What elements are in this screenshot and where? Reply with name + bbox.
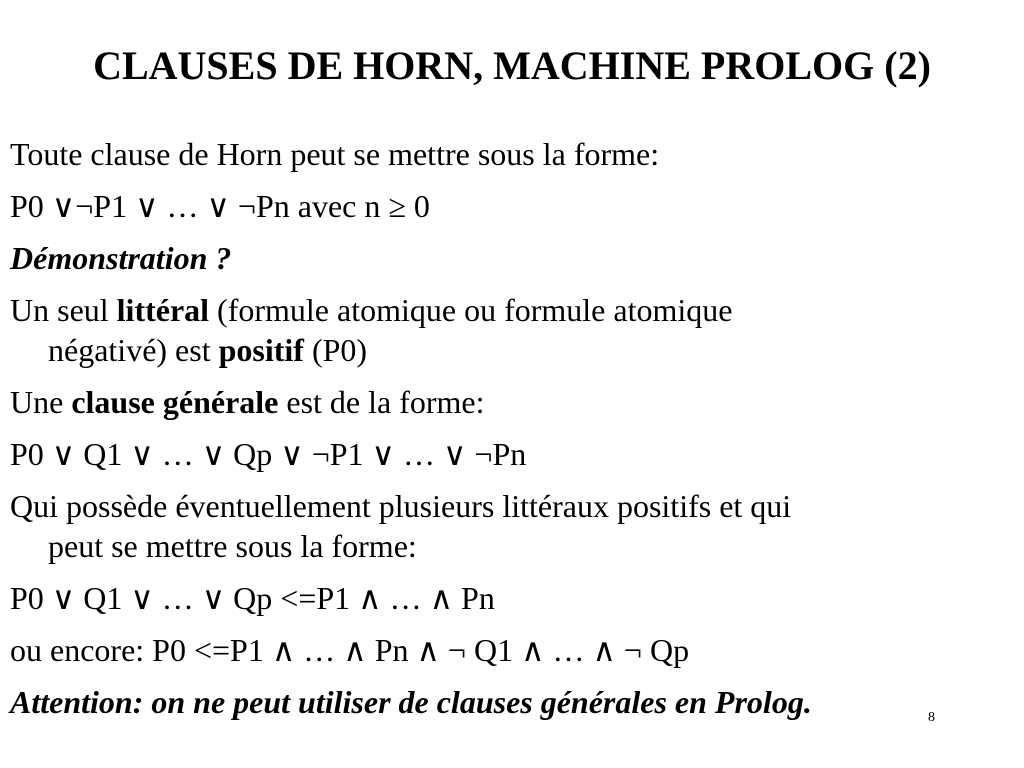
line-general-clause xyxy=(10,382,1014,422)
term-litteral: littéral xyxy=(116,292,210,328)
slide-number: 8 xyxy=(928,710,935,725)
line-single-literal xyxy=(10,290,1014,370)
term-positif: positif xyxy=(218,332,304,368)
term-clause-generale: clause générale xyxy=(71,384,279,420)
text: (P0) xyxy=(303,332,368,368)
line-horn-clause-form xyxy=(10,186,1014,226)
line-multiple-positive-literals xyxy=(10,486,1014,566)
text: Une xyxy=(10,384,72,420)
attention-note: Attention: on ne peut utiliser de clauses générales en Prolog. xyxy=(10,684,812,720)
demonstration-label: Démonstration ? xyxy=(10,240,232,276)
line-attention xyxy=(10,682,1014,722)
line-general-clause-form xyxy=(10,434,1014,474)
text: Qui possède éventuellement plusieurs littéraux positifs et qui xyxy=(10,488,792,524)
formula: P0 ∨ Q1 ∨ … ∨ Qp ∨ ¬P1 ∨ … ∨ ¬Pn xyxy=(10,436,527,472)
text: Toute clause de Horn peut se mettre sous la forme: xyxy=(10,136,660,172)
text: Un seul xyxy=(10,292,117,328)
text: peut se mettre sous la forme: xyxy=(48,528,417,564)
formula: ou encore: P0 <=P1 ∧ … ∧ Pn ∧ ¬ Q1 ∧ … ∧ ¬ Qp xyxy=(10,632,690,668)
text: (formule atomique ou formule atomique xyxy=(209,292,733,328)
slide-body xyxy=(10,134,1014,734)
text: est de la forme: xyxy=(278,384,485,420)
formula: P0 ∨ Q1 ∨ … ∨ Qp <=P1 ∧ … ∧ Pn xyxy=(10,580,495,616)
slide-title: CLAUSES DE HORN, MACHINE PROLOG (2) xyxy=(93,43,931,88)
line-horn-clause-intro xyxy=(10,134,1014,174)
text: négativé) est xyxy=(48,332,219,368)
line-demonstration xyxy=(10,238,1014,278)
line-implication-form xyxy=(10,578,1014,618)
line-alternative-form xyxy=(10,630,1014,670)
formula: P0 ∨¬P1 ∨ … ∨ ¬Pn avec n ≥ 0 xyxy=(10,188,430,224)
